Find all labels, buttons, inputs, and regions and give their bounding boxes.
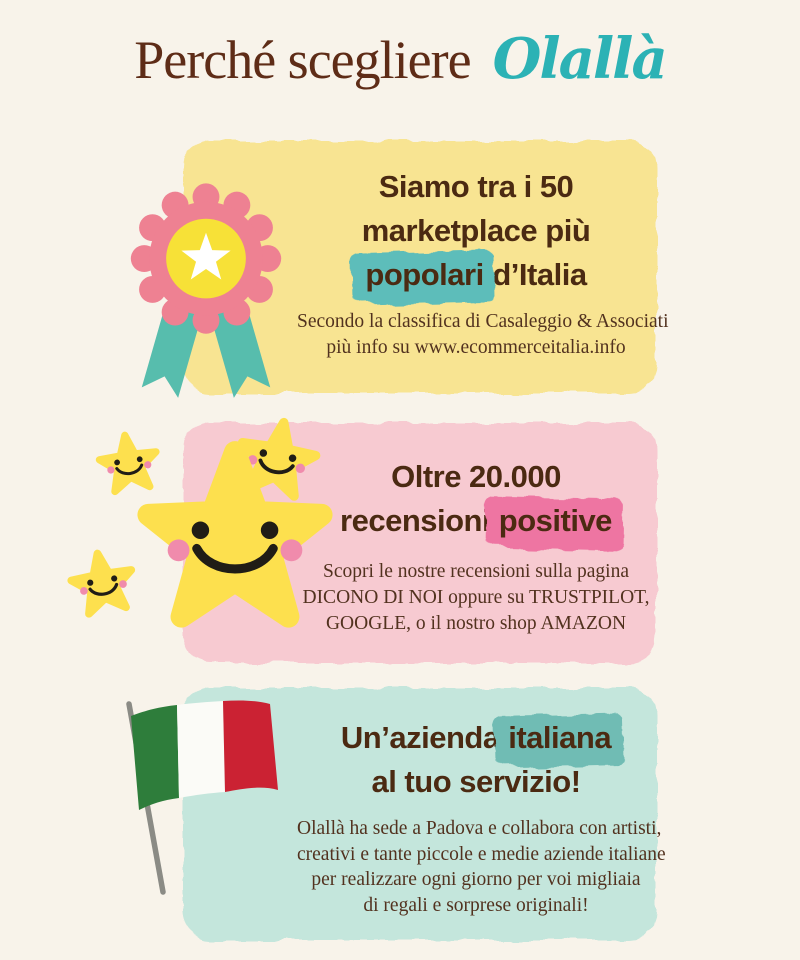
smiling-stars-icon [63,415,355,647]
body-line: Scopri le nostre recensioni sulla pagina [323,561,629,582]
heading-line: Siamo tra i 50 [378,169,574,204]
italian-flag-icon [115,692,305,907]
highlighted-word: positive [499,499,612,543]
body-line: per realizzare ogni giorno per voi migliaia [311,869,641,890]
heading-text: Un’azienda [340,720,500,755]
card-positive-reviews [185,425,655,661]
card-content [297,143,669,361]
rosette-medal [131,183,281,333]
page-title [0,26,800,92]
heading-line: marketplace più [361,213,591,248]
body-line: GOOGLE, o il nostro shop AMAZON [325,613,627,634]
card-body [297,309,669,361]
title-text: Perché scegliere [134,30,471,90]
card-body [297,816,666,918]
heading-line [297,253,655,297]
heading-line: Oltre 20.000 [391,459,561,494]
heading-text: d’Italia [492,257,587,292]
highlighted-word: popolari [365,253,483,297]
heading-line [297,716,655,760]
heading-line: al tuo servizio! [371,764,581,799]
flag-cloth [131,700,278,810]
highlighted-word: italiana [508,716,611,760]
body-line: DICONO DI NOI oppure su TRUSTPILOT, [302,587,650,608]
card-heading [297,716,655,804]
card-content [297,690,666,918]
body-line-url: più info su www.ecommerceitalia.info [326,337,626,358]
brand-logo-text: Olallà [492,26,666,92]
body-line: Olallà ha sede a Padova e collabora con artisti, [297,818,662,839]
heading-text: recensioni [340,503,491,538]
body-line: Secondo la classifica di Casaleggio & Associati [297,311,669,332]
card-heading [297,165,655,297]
card-marketplace-ranking [185,143,669,391]
body-line: creativi e tante piccole e medie aziende italiane [297,843,666,865]
award-rosette-icon [121,161,291,405]
card-italian-company [185,690,666,938]
body-line: di regali e sorprese originali! [363,894,589,916]
